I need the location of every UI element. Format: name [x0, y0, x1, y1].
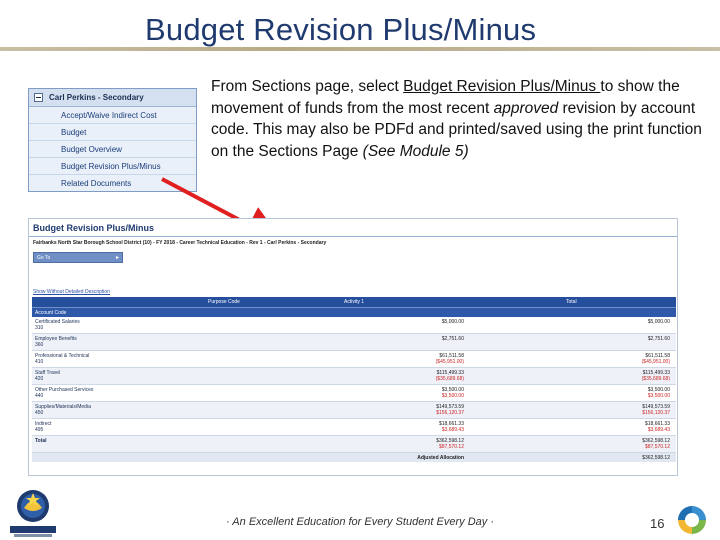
menu-item-related-documents[interactable]: Related Documents [61, 179, 132, 188]
row-code: 310 [35, 325, 44, 331]
adjusted-allocation-row [32, 453, 676, 462]
adjusted-allocation-value: $362,598.12 [642, 455, 670, 461]
row-activity-change: $3,500.00 [441, 393, 464, 399]
row-total-change: ($45,951.00) [641, 359, 670, 365]
menu-header[interactable] [29, 89, 196, 107]
menu-header-label: Carl Perkins - Secondary [49, 93, 144, 102]
row-activity-change: $156,120.37 [436, 410, 464, 416]
row-activity-change: ($35,689.68) [435, 376, 464, 382]
table-header-row [32, 297, 676, 307]
collapse-icon[interactable] [34, 93, 43, 102]
row-code: 420 [35, 376, 44, 382]
instruction-part-2: to show the movement of funds from the most recent [211, 78, 680, 117]
menu-item-budget-revision[interactable]: Budget Revision Plus/Minus [29, 158, 196, 175]
education-logo-icon [4, 484, 62, 540]
table-row [32, 317, 676, 334]
row-activity-value: $2,751.60 [441, 336, 464, 342]
account-code-header: Account Code [32, 307, 676, 317]
screenshot-divider [29, 236, 677, 237]
circular-logo-icon [674, 503, 710, 537]
screenshot-subtitle: Fairbanks North Star Borough School District (10) - FY 2018 - Career Technical Education - Rev 1 - Carl Perkins - Secondary [33, 240, 327, 246]
row-total-change: ($35,689.68) [641, 376, 670, 382]
menu-item-budget[interactable]: Budget [29, 124, 196, 141]
row-activity-change: $87,570.12 [438, 444, 464, 450]
row-total-change: $3,500.00 [647, 393, 670, 399]
row-activity-value: $362,598.12 [436, 438, 464, 444]
menu-item-accept-waive[interactable]: Accept/Waive Indirect Cost [29, 107, 196, 124]
goto-label: Go To [37, 255, 51, 261]
header-activity: Activity 1 [344, 299, 365, 305]
row-name: Certificated Salaries [35, 319, 80, 325]
header-total: Total [566, 299, 577, 305]
adjusted-allocation-label: Adjusted Allocation [417, 455, 464, 461]
row-total-value: $18,661.33 [644, 421, 670, 427]
row-code: 440 [35, 393, 44, 399]
footer-motto: · An Excellent Education for Every Student Every Day · [226, 516, 494, 528]
instruction-part-3: revision by account code. This may also be PDFd and printed/saved using the print function on the Sections Page [211, 99, 702, 160]
row-activity-value: $149,573.59 [436, 404, 464, 410]
instruction-part-1: From Sections page, select [211, 78, 404, 95]
row-activity-value: $5,000.00 [441, 319, 464, 325]
table-row [32, 402, 676, 419]
row-code: 410 [35, 359, 44, 365]
budget-revision-screenshot [28, 218, 678, 476]
table-row [32, 334, 676, 351]
budget-table [32, 297, 676, 462]
row-name: Staff Travel [35, 370, 61, 376]
row-total-value: $149,573.59 [642, 404, 670, 410]
row-activity-value: $3,500.00 [441, 387, 464, 393]
instruction-italic: approved [493, 99, 559, 117]
row-total-value: $362,598.12 [642, 438, 670, 444]
table-row [32, 385, 676, 402]
row-activity-value: $61,511.58 [439, 353, 464, 359]
row-activity-change: ($45,951.00) [435, 359, 464, 365]
row-code: 450 [35, 410, 44, 416]
row-total-value: $3,500.00 [647, 387, 670, 393]
sections-menu-panel [28, 88, 197, 192]
page-number: 16 [650, 516, 665, 531]
row-activity-value: $115,499.33 [436, 370, 464, 376]
row-total-change: $3,689.43 [647, 427, 670, 433]
row-total-value: $61,511.58 [645, 353, 670, 359]
table-row [32, 368, 676, 385]
table-row [32, 419, 676, 436]
row-activity-change: $3,689.43 [441, 427, 464, 433]
row-activity-value: $18,661.33 [438, 421, 464, 427]
instruction-link-text: Budget Revision Plus/Minus [403, 78, 601, 95]
row-total-value: $115,499.33 [642, 370, 670, 376]
title-divider [0, 47, 720, 51]
header-purpose-code: Purpose Code [208, 299, 240, 305]
row-total-change: $156,120.37 [642, 410, 670, 416]
table-row-total [32, 436, 676, 453]
row-name: Supplies/Materials/Media [35, 404, 91, 410]
row-total-value: $2,751.60 [647, 336, 670, 342]
row-name: Total [35, 438, 47, 444]
goto-dropdown[interactable] [33, 252, 123, 263]
screenshot-title: Budget Revision Plus/Minus [33, 223, 155, 233]
row-code: 360 [35, 342, 44, 348]
menu-item-budget-overview[interactable]: Budget Overview [29, 141, 196, 158]
row-total-value: $5,000.00 [647, 319, 670, 325]
row-name: Professional & Technical [35, 353, 90, 359]
row-name: Indirect [35, 421, 52, 427]
instruction-text [211, 76, 711, 162]
row-total-change: $87,570.12 [644, 444, 670, 450]
instruction-note: (See Module 5) [362, 142, 469, 160]
show-without-description-link[interactable]: Show Without Detailed Description [33, 289, 110, 295]
row-code: 495 [35, 427, 44, 433]
slide-title: Budget Revision Plus/Minus [145, 12, 537, 47]
row-name: Employee Benefits [35, 336, 77, 342]
table-row [32, 351, 676, 368]
row-name: Other Purchased Services [35, 387, 94, 393]
